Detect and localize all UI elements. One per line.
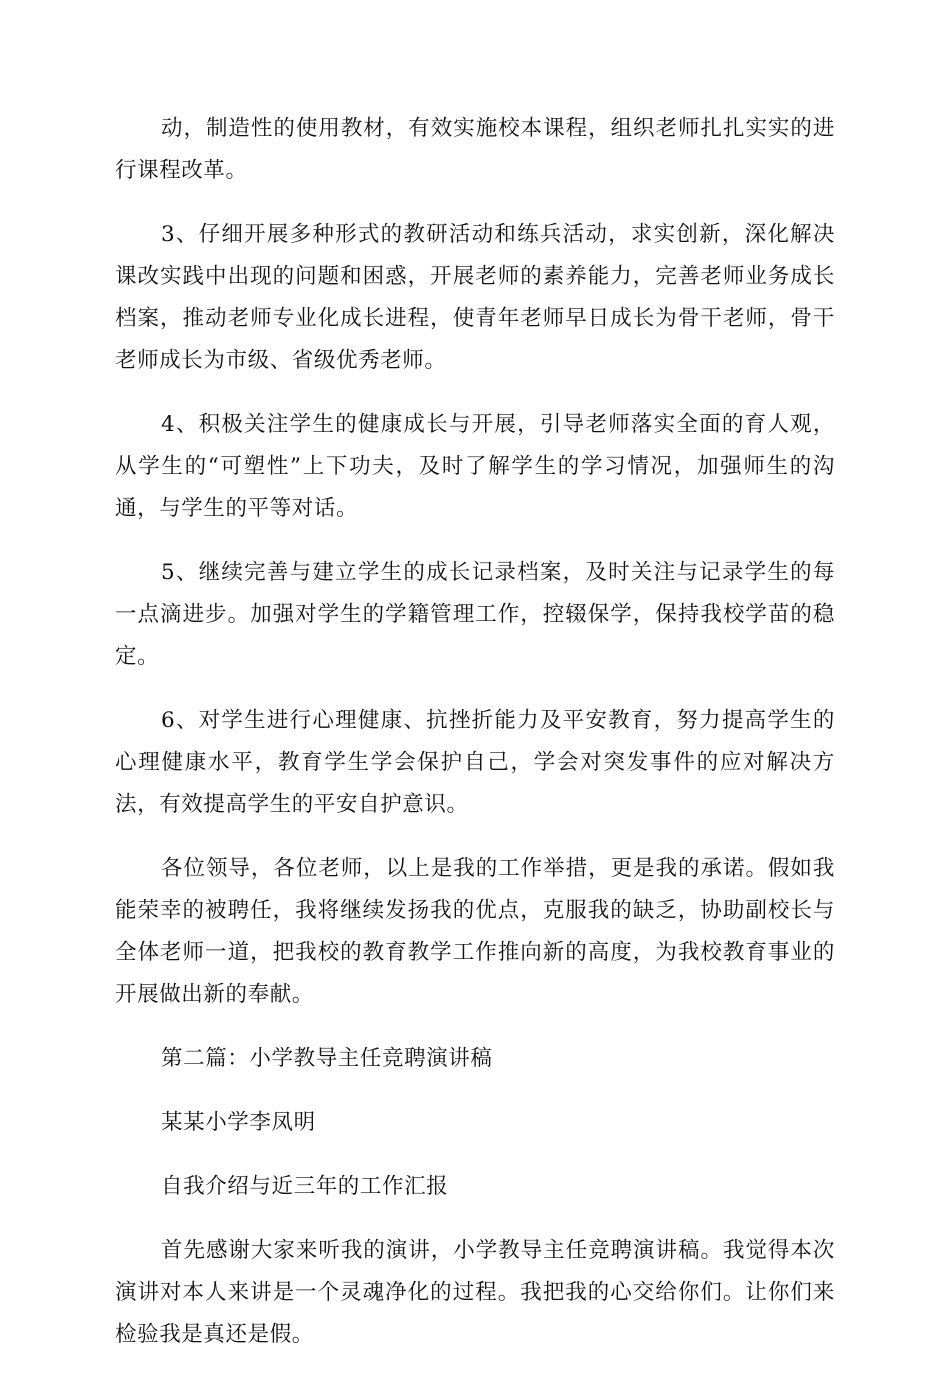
- author-line: 某某小学李凤明: [161, 1110, 316, 1135]
- paragraph-item-4: 4、积极关注学生的健康成长与开展，引导老师落实全面的育人观，从学生的“可塑性”上下功夫，及时了解学生的学习情况，加强师生的沟通，与学生的平等对话。: [115, 412, 835, 521]
- paragraph-item-3: 3、仔细开展多种形式的教研活动和练兵活动，求实创新，深化解决课改实践中出现的问题和困惑，开展老师的素养能力，完善老师业务成长档案，推动老师专业化成长进程，使青年老师早日成长为骨干老师，骨干老师成长为市级、省级优秀老师。: [115, 222, 835, 373]
- subsection-heading: 自我介绍与近三年的工作汇报: [161, 1174, 449, 1199]
- section-heading: 第二篇：小学教导主任竞聘演讲稿: [161, 1046, 493, 1071]
- paragraph-intro: 首先感谢大家来听我的演讲，小学教导主任竞聘演讲稿。我觉得本次演讲对本人来讲是一个灵魂净化的过程。我把我的心交给你们。让你们来检验我是真还是假。: [115, 1238, 835, 1347]
- paragraph-item-5: 5、继续完善与建立学生的成长记录档案，及时关注与记录学生的每一点滴进步。加强对学生的学籍管理工作，控辍保学，保持我校学苗的稳定。: [115, 560, 835, 669]
- document-body: [115, 108, 835, 1378]
- paragraph-closing: 各位领导，各位老师，以上是我的工作举措，更是我的承诺。假如我能荣幸的被聘任，我将继续发扬我的优点，克服我的缺乏，协助副校长与全体老师一道，把我校的教育教学工作推向新的高度，为我校教育事业的开展做出新的奉献。: [115, 856, 835, 1007]
- paragraph-item-6: 6、对学生进行心理健康、抗挫折能力及平安教育，努力提高学生的心理健康水平，教育学生学会保护自己，学会对突发事件的应对解决方法，有效提高学生的平安自护意识。: [115, 708, 835, 817]
- paragraph-continuation: 动，制造性的使用教材，有效实施校本课程，组织老师扎扎实实的进行课程改革。: [115, 116, 835, 183]
